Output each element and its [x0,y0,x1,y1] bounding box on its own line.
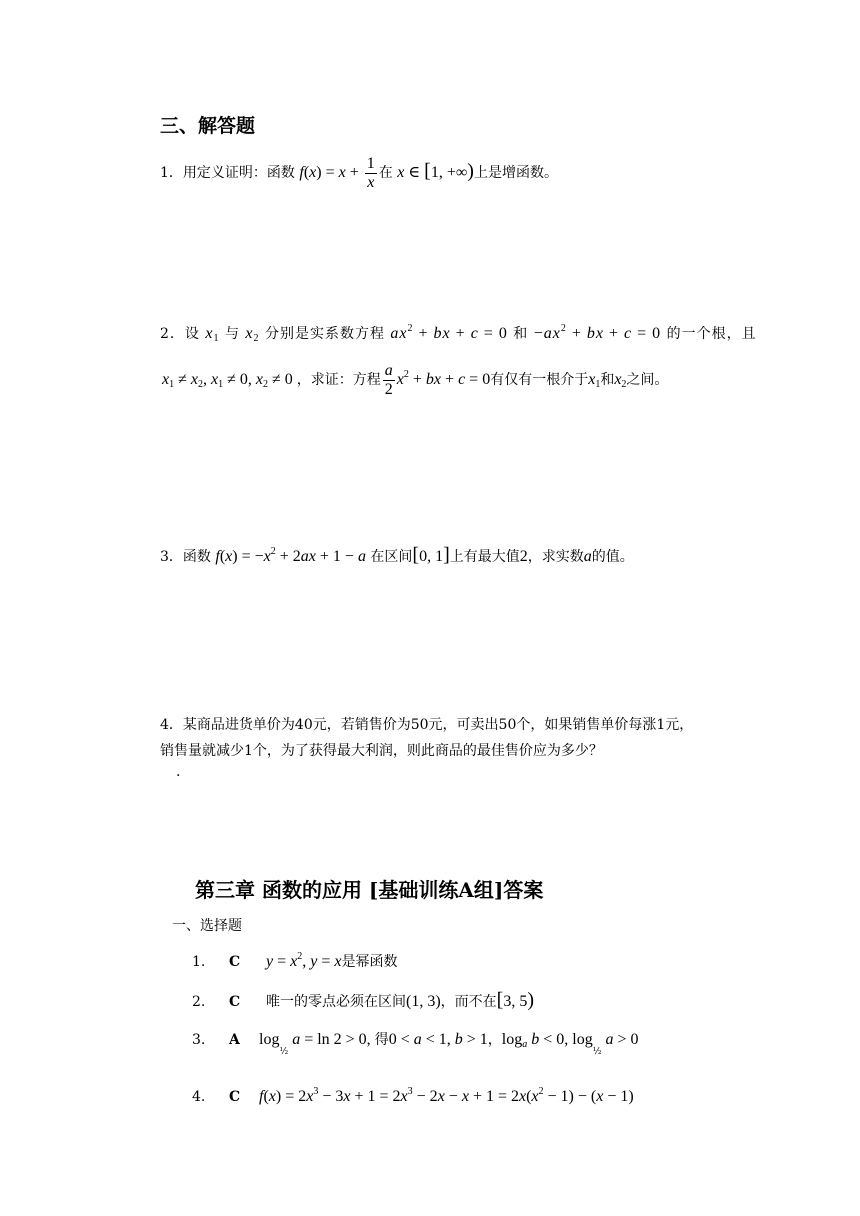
answer-4-letter: C [229,1089,241,1105]
answer-4-number: 4. [192,1089,206,1105]
answer-title: 第三章 函数的应用 [基础训练A组]答案 [195,878,544,902]
answer-4: 4. C $f(x) = 2x^3 - 3x + 1 = 2x^3 - 2x - x + 1 = 2x(x^2 - 1) - (x - 1)$ [192,1086,634,1105]
answer-3-letter: A [229,1032,240,1048]
answer-3: 3. A $\log_{\frac{1}{2}} a = \ln 2 > 0$, 得0 < a < 1, b > 1，$\log_a b < 0$, $\log_{\frac{1}{2}} a > 0$ [192,1031,639,1057]
question-2-line-1: 2．设 $x_1$ 与 $x_2$ 分别是实系数方程 $ax^2$ + bx + c = 0 和 $-ax^2$ + bx + c = 0 的一个根，且 [160,323,757,344]
question-3: 3．函数 $f(x) = -x^2 + 2ax + 1 - a$ 在区间[0, 1]上有最大值2，求实数a的值。 [160,544,634,566]
answer-2-letter: C [229,994,241,1010]
answer-1-letter: C [229,954,241,970]
question-4-number: 4． [160,717,183,733]
question-3-number: 3． [160,549,183,565]
question-1-text-c: 上是增函数。 [473,165,558,181]
choice-heading: 一、选择题 [172,918,242,934]
answer-1: 1. C $y = x^2$, y = x是幂函数 [192,951,398,970]
question-1: 1．用定义证明：函数 f(x) = x + $\frac{1}{x}$ 在 x ∈ [1, +∞)上是增函数。 [160,154,558,191]
answer-1-number: 1. [192,954,206,970]
answer-2: 2. C 唯一的零点必须在区间(1, 3)，而不在[3, 5) [192,989,534,1011]
answer-2-number: 2. [192,994,206,1010]
question-1-text-a: 用定义证明：函数 [182,165,295,181]
question-1-text-b: 在 [378,165,393,181]
question-1-function: f [299,164,304,181]
question-4-line-1: 4．某商品进货单价为40元，若销售价为50元，可卖出50个，如果销售单价每涨1元， [160,717,694,733]
question-2-number: 2． [160,326,185,342]
fraction-1-over-x: $\frac{1}{x}$ [366,154,375,191]
stray-dot: . [176,764,181,780]
question-2-line-2: $x_1 \ne x_2$, $x_1 \ne 0$, $x_2 \ne 0$ ，求证：方程 $\frac{a}{2}$ $x^2$ + bx + c = 0有仅有一根介于$x_1$和$x_2$之间。 [162,361,669,398]
section-title: 三、解答题 [160,115,256,137]
question-1-number: 1． [160,165,183,181]
max-value: 2 [519,548,528,565]
answer-3-number: 3. [192,1032,206,1048]
fraction-a-over-2: $\frac{a}{2}$ [384,361,393,398]
question-4-line-2: 销售量就减少1个，为了获得最大利润，则此商品的最佳售价应为多少？ [160,743,603,759]
